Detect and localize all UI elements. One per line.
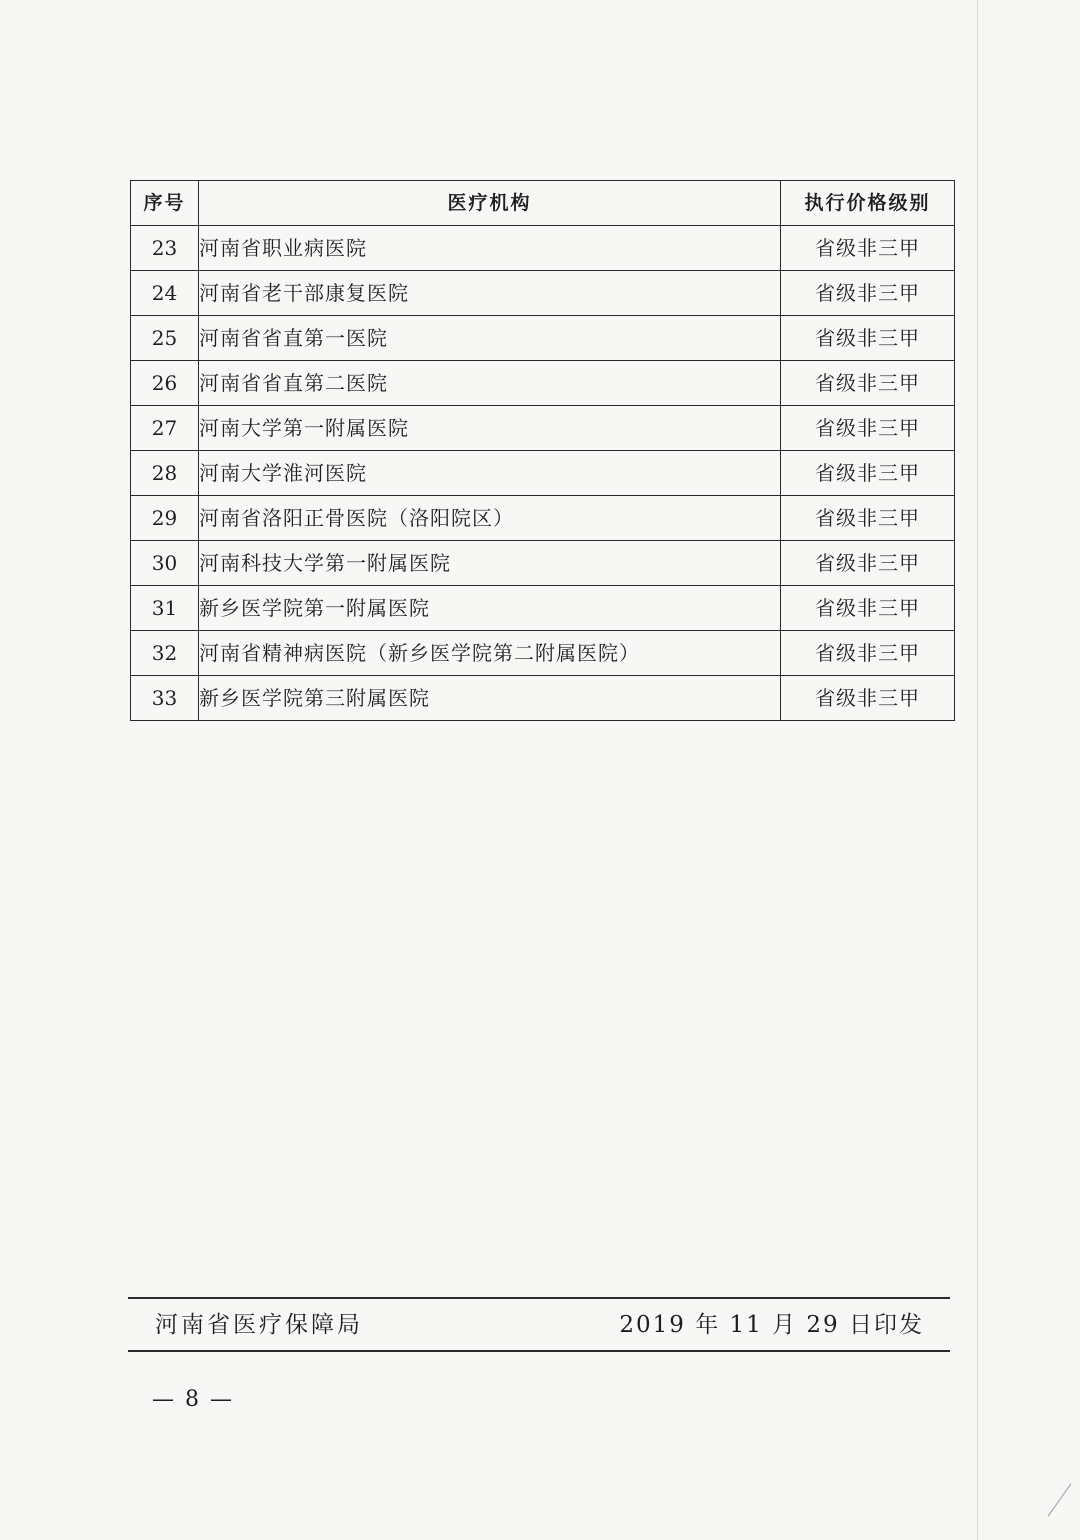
price-level: 省级非三甲 bbox=[781, 496, 955, 541]
price-level: 省级非三甲 bbox=[781, 586, 955, 631]
institution-name: 河南省省直第二医院 bbox=[199, 361, 781, 406]
institution-name: 河南大学第一附属医院 bbox=[199, 406, 781, 451]
table-row bbox=[131, 451, 955, 496]
scan-corner-mark bbox=[1048, 1483, 1072, 1516]
row-number: 24 bbox=[131, 271, 199, 316]
row-number: 30 bbox=[131, 541, 199, 586]
row-number: 25 bbox=[131, 316, 199, 361]
table-row bbox=[131, 406, 955, 451]
institution-table-container bbox=[130, 180, 954, 721]
footer-bottom-rule bbox=[128, 1350, 950, 1352]
table-header-row bbox=[131, 181, 955, 226]
table-row bbox=[131, 676, 955, 721]
price-level: 省级非三甲 bbox=[781, 676, 955, 721]
price-level: 省级非三甲 bbox=[781, 271, 955, 316]
row-number: 33 bbox=[131, 676, 199, 721]
row-number: 26 bbox=[131, 361, 199, 406]
institution-name: 新乡医学院第一附属医院 bbox=[199, 586, 781, 631]
table-row bbox=[131, 631, 955, 676]
price-level: 省级非三甲 bbox=[781, 631, 955, 676]
issuing-authority: 河南省医疗保障局 bbox=[155, 1312, 363, 1338]
footer-top-rule bbox=[128, 1297, 950, 1299]
price-level: 省级非三甲 bbox=[781, 226, 955, 271]
institution-name: 河南省省直第一医院 bbox=[199, 316, 781, 361]
institution-name: 河南省老干部康复医院 bbox=[199, 271, 781, 316]
price-level: 省级非三甲 bbox=[781, 451, 955, 496]
table-row bbox=[131, 541, 955, 586]
institution-name: 河南科技大学第一附属医院 bbox=[199, 541, 781, 586]
table-row bbox=[131, 496, 955, 541]
institution-name: 新乡医学院第三附属医院 bbox=[199, 676, 781, 721]
institution-name: 河南省精神病医院（新乡医学院第二附属医院） bbox=[199, 631, 781, 676]
row-number: 27 bbox=[131, 406, 199, 451]
row-number: 23 bbox=[131, 226, 199, 271]
price-level: 省级非三甲 bbox=[781, 406, 955, 451]
page-edge-line bbox=[977, 0, 978, 1540]
header-institution: 医疗机构 bbox=[199, 181, 781, 226]
institution-name: 河南省洛阳正骨医院（洛阳院区） bbox=[199, 496, 781, 541]
row-number: 32 bbox=[131, 631, 199, 676]
row-number: 29 bbox=[131, 496, 199, 541]
price-level: 省级非三甲 bbox=[781, 541, 955, 586]
price-level: 省级非三甲 bbox=[781, 361, 955, 406]
institution-name: 河南大学淮河医院 bbox=[199, 451, 781, 496]
table-row bbox=[131, 226, 955, 271]
table-row bbox=[131, 586, 955, 631]
table-row bbox=[131, 316, 955, 361]
price-level: 省级非三甲 bbox=[781, 316, 955, 361]
table-row bbox=[131, 361, 955, 406]
institution-table bbox=[130, 180, 955, 721]
header-serial-number: 序号 bbox=[131, 181, 199, 226]
institution-name: 河南省职业病医院 bbox=[199, 226, 781, 271]
print-date: 2019 年 11 月 29 日印发 bbox=[619, 1312, 924, 1338]
row-number: 31 bbox=[131, 586, 199, 631]
table-row bbox=[131, 271, 955, 316]
page-number: — 8 — bbox=[152, 1387, 234, 1412]
row-number: 28 bbox=[131, 451, 199, 496]
header-price-level: 执行价格级别 bbox=[781, 181, 955, 226]
